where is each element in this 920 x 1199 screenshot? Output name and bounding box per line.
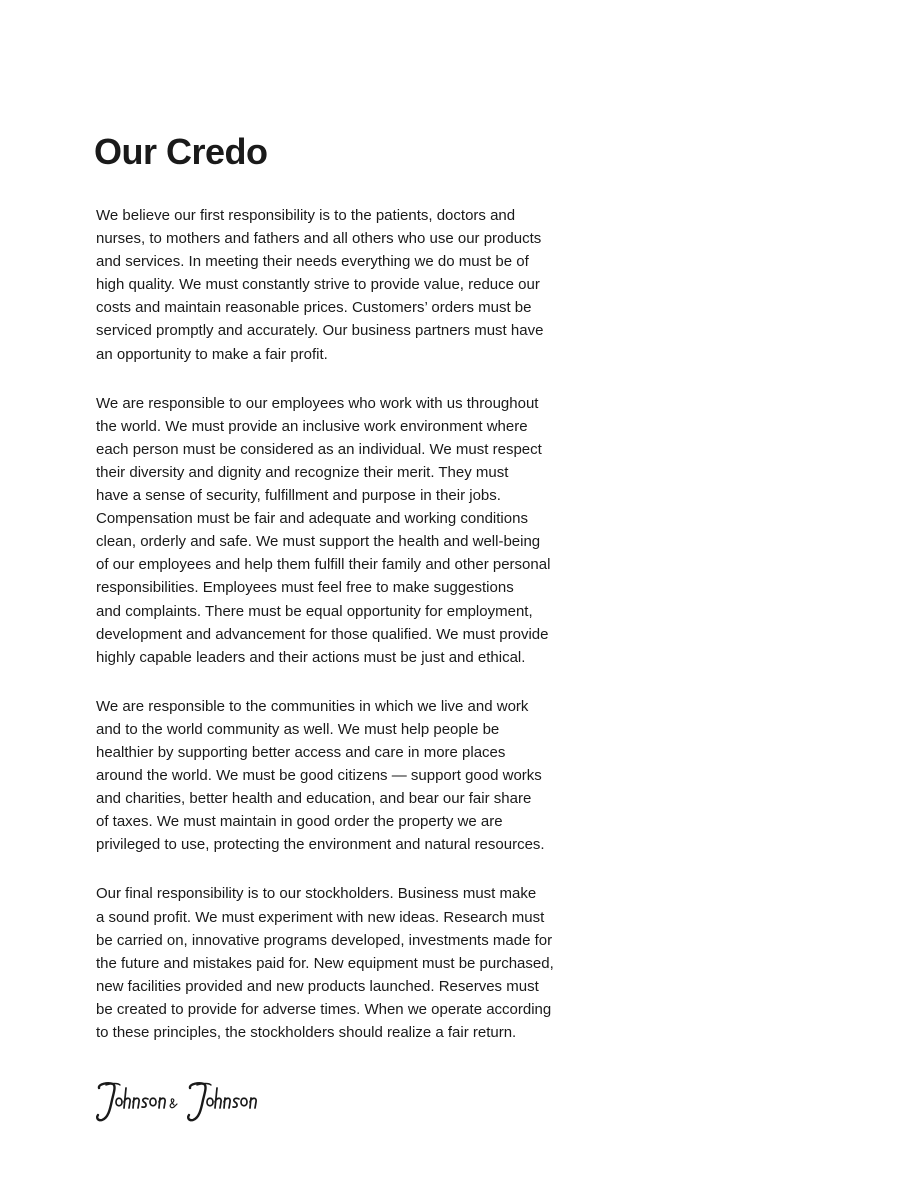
credo-paragraph-stockholders: [96, 882, 596, 1044]
text-line: and services. In meeting their needs everything we do must be of: [96, 253, 529, 271]
text-line: We are responsible to the communities in which we live and work: [96, 697, 529, 715]
text-line: nurses, to mothers and fathers and all others who use our products: [96, 230, 542, 248]
text-line: be created to provide for adverse times. When we operate according: [96, 1000, 552, 1018]
text-line: clean, orderly and safe. We must support the health and well-being: [96, 533, 541, 551]
text-line: the world. We must provide an inclusive work environment where: [96, 417, 528, 435]
text-line: each person must be considered as an individual. We must respect: [96, 440, 542, 458]
text-line: have a sense of security, fulfillment and purpose in their jobs.: [96, 487, 501, 505]
text-line: highly capable leaders and their actions must be just and ethical.: [96, 648, 526, 666]
text-line: high quality. We must constantly strive to provide value, reduce our: [96, 276, 540, 294]
text-line: around the world. We must be good citizens — support good works: [96, 767, 542, 785]
text-line: development and advancement for those qualified. We must provide: [96, 625, 549, 643]
text-line: and complaints. There must be equal opportunity for employment,: [96, 602, 533, 620]
credo-paragraph-employees: [96, 392, 596, 669]
credo-paragraph-customers: [96, 204, 596, 366]
text-line: We believe our first responsibility is to the patients, doctors and: [96, 207, 516, 224]
text-line: of taxes. We must maintain in good order the property we are: [96, 813, 503, 831]
text-line: to these principles, the stockholders should realize a fair return.: [96, 1024, 517, 1041]
text-line: their diversity and dignity and recognize their merit. They must: [96, 463, 509, 481]
text-line: We are responsible to our employees who work with us throughout: [96, 394, 539, 412]
text-line: and to the world community as well. We must help people be: [96, 720, 500, 738]
text-line: costs and maintain reasonable prices. Customers’ orders must be: [96, 299, 532, 317]
text-line: healthier by supporting better access and care in more places: [96, 743, 506, 761]
text-line: Compensation must be fair and adequate and working conditions: [96, 510, 528, 528]
text-line: the future and mistakes paid for. New equipment must be purchased,: [96, 954, 554, 972]
text-line: new facilities provided and new products launched. Reserves must: [96, 977, 539, 995]
text-line: a sound profit. We must experiment with new ideas. Research must: [96, 908, 545, 926]
johnson-and-johnson-logo: [94, 1078, 320, 1124]
text-line: Our final responsibility is to our stockholders. Business must make: [96, 885, 537, 903]
text-line: an opportunity to make a fair profit.: [96, 345, 328, 363]
page-title: Our Credo: [94, 131, 268, 172]
logo-wordmark-icon: [94, 1078, 320, 1124]
text-line: be carried on, innovative programs developed, investments made for: [96, 931, 553, 949]
credo-body: [96, 204, 596, 1070]
credo-paragraph-communities: [96, 695, 596, 857]
text-line: responsibilities. Employees must feel free to make suggestions: [96, 579, 514, 597]
text-line: privileged to use, protecting the environment and natural resources.: [96, 836, 545, 854]
text-line: serviced promptly and accurately. Our business partners must have: [96, 322, 544, 340]
text-line: of our employees and help them fulfill their family and other personal: [96, 556, 551, 574]
text-line: and charities, better health and education, and bear our fair share: [96, 790, 532, 808]
